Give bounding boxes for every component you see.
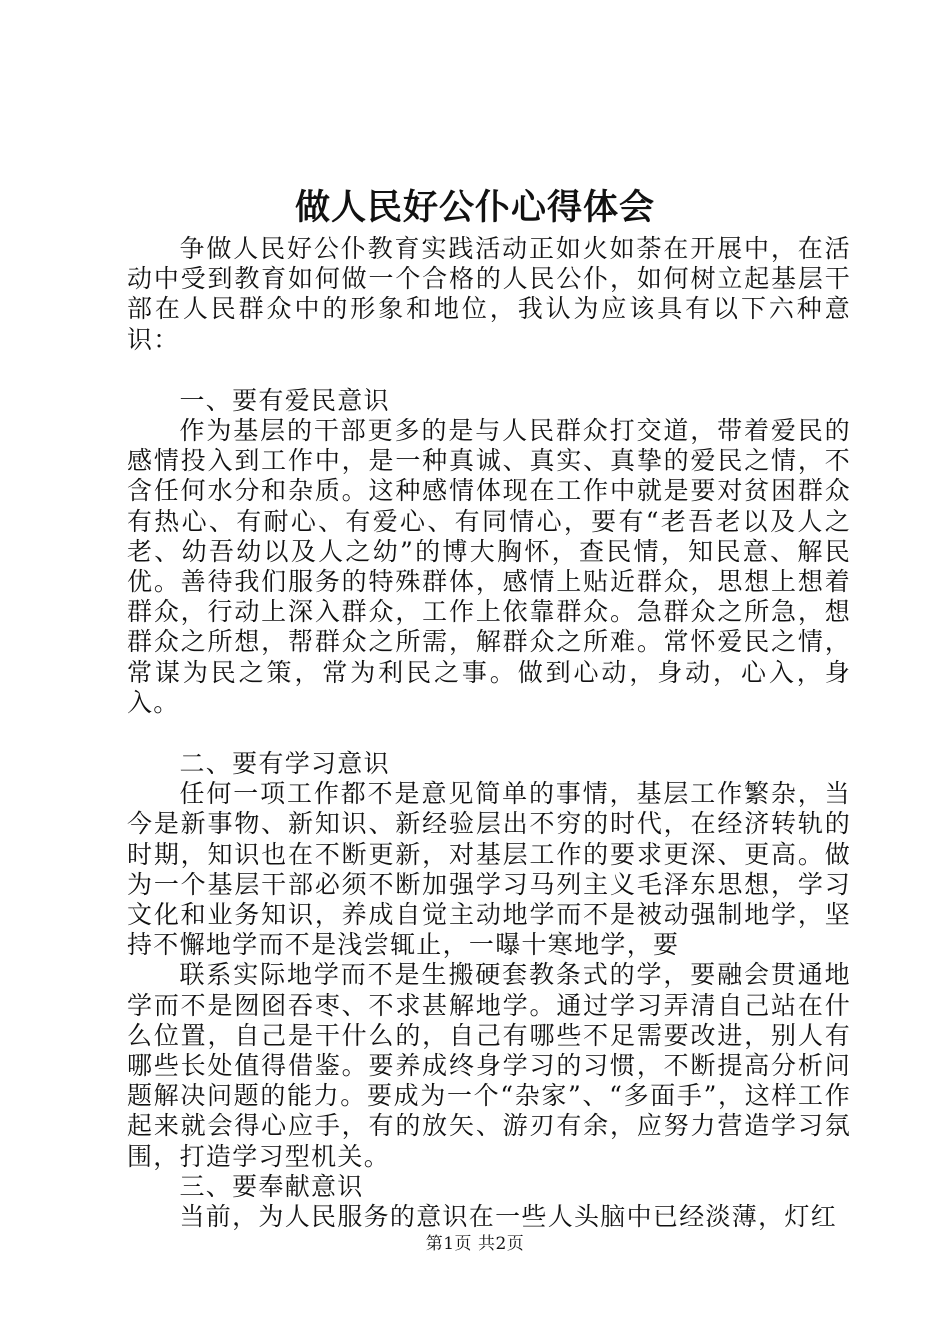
- section-paragraph-learning-1: 任何一项工作都不是意见简单的事情，基层工作繁杂，当今是新事物、新知识、新经验层出不穷的时代，在经济转轨的时期，知识也在不断更新，对基层工作的要求更深、更高。做为一个基层干部必须不断加强学习马列主义毛泽东思想，学习文化和业务知识，养成自觉主动地学而不是被动强制地学，坚持不懈地学而不是浅尝辄止，一曝十寒地学，要: [127, 779, 851, 960]
- section-paragraph-dedication: 当前，为人民服务的意识在一些人头脑中已经淡薄，灯红: [179, 1202, 838, 1232]
- section-heading-love-people: 一、要有爱民意识: [179, 385, 390, 415]
- paragraph-gap: [127, 718, 851, 749]
- intro-paragraph: 争做人民好公仆教育实践活动正如火如荼在开展中，在活动中受到教育如何做一个合格的人民公仆，如何树立起基层干部在人民群众中的形象和地位，我认为应该具有以下六种意识：: [127, 234, 851, 354]
- page-number-footer: 第1页 共2页: [425, 1234, 525, 1254]
- section-paragraph-learning-2: 联系实际地学而不是生搬硬套教条式的学，要融会贯通地学而不是囫囵吞枣、不求甚解地学。通过学习弄清自己站在什么位置，自己是干什么的，自己有哪些不足需要改进，别人有哪些长处值得借鉴。要养成终身学习的习惯，不断提高分析问题解决问题的能力。要成为一个“杂家”、“多面手”，这样工作起来就会得心应手，有的放矢、游刃有余，应努力营造学习氛围，打造学习型机关。: [127, 960, 851, 1171]
- paragraph-gap: [127, 355, 851, 386]
- document-title: 做人民好公仆心得体会: [294, 187, 655, 228]
- section-paragraph-love-people: 作为基层的干部更多的是与人民群众打交道，带着爱民的感情投入到工作中，是一种真诚、真实、真挚的爱民之情，不含任何水分和杂质。这种感情体现在工作中就是要对贫困群众有热心、有耐心、有爱心、有同情心，要有“老吾老以及人之老、幼吾幼以及人之幼”的博大胸怀，查民情，知民意、解民优。善待我们服务的特殊群体，感情上贴近群众，思想上想着群众，行动上深入群众，工作上依靠群众。急群众之所急，想群众之所想，帮群众之所需，解群众之所难。常怀爱民之情，常谋为民之策，常为利民之事。做到心动，身动，心入，身入。: [127, 416, 851, 717]
- section-heading-learning: 二、要有学习意识: [179, 749, 390, 779]
- section-heading-dedication: 三、要奉献意识: [179, 1171, 364, 1201]
- document-body: [127, 234, 851, 1232]
